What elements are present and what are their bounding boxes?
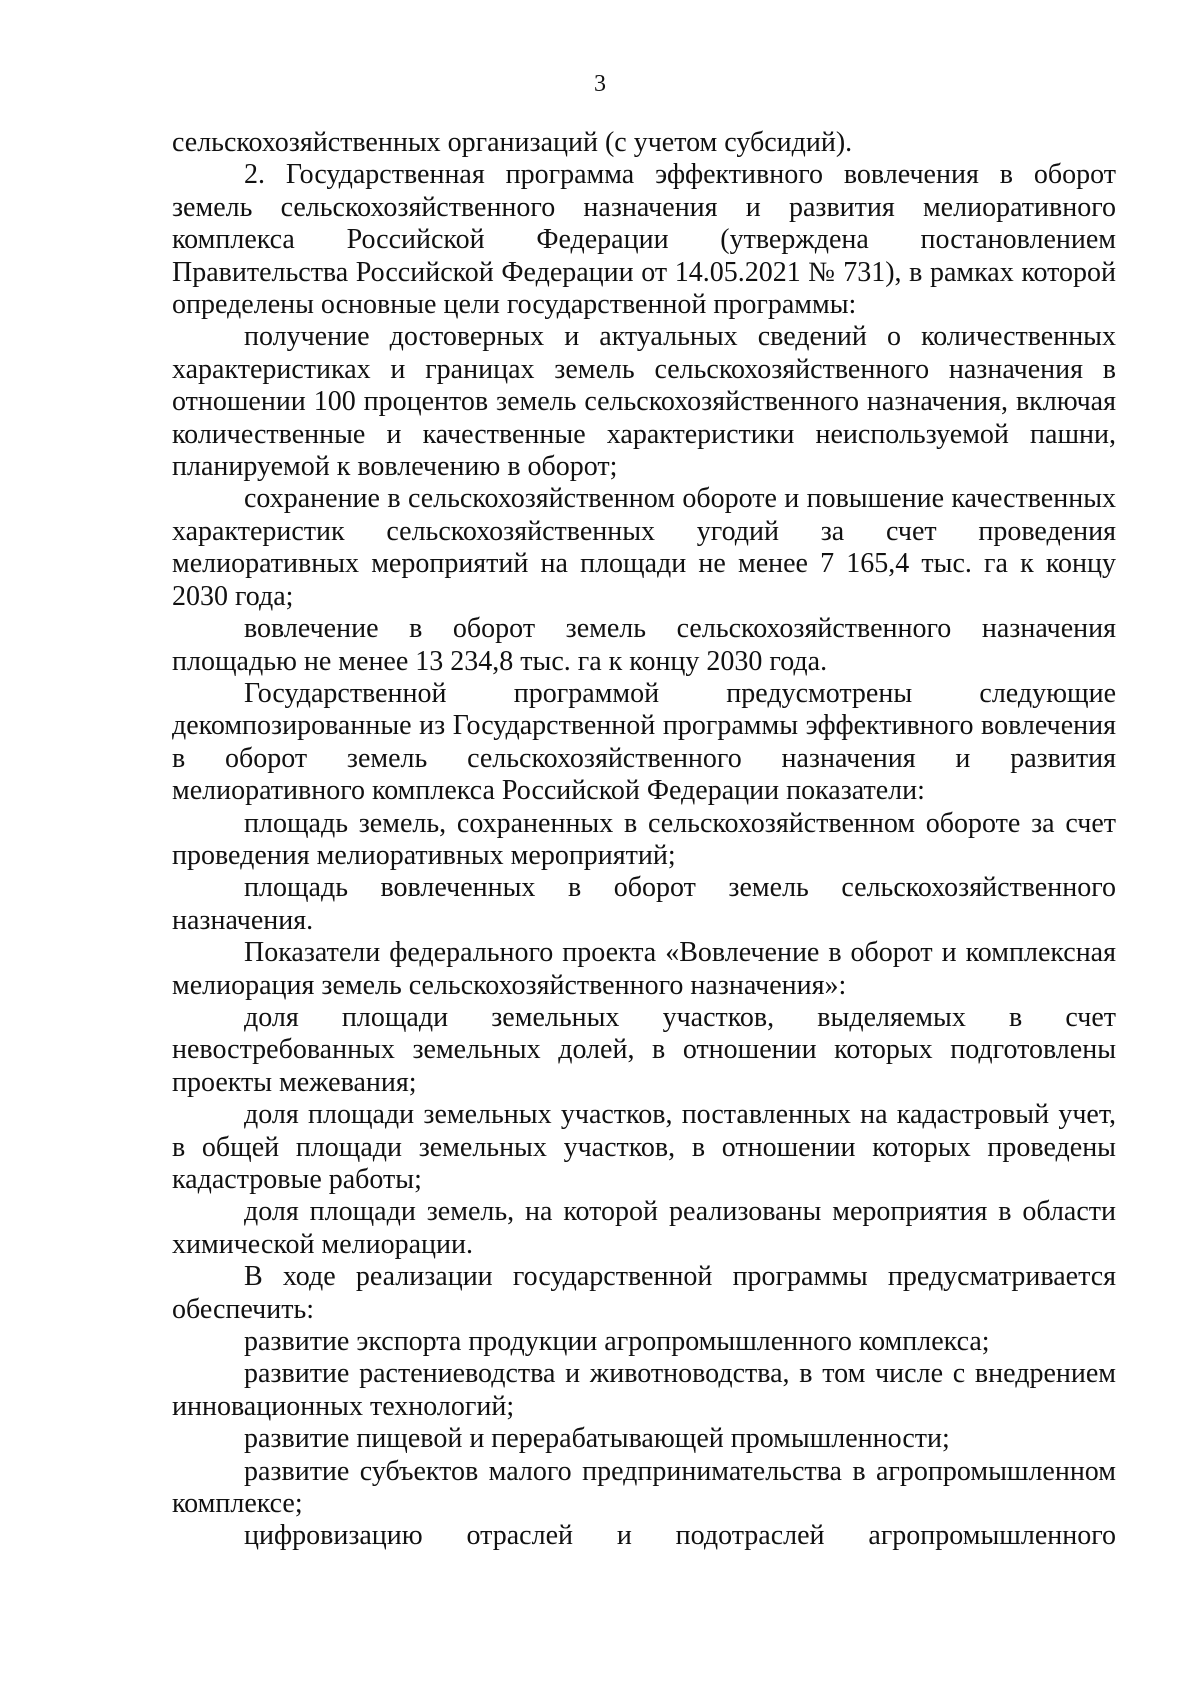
paragraph: В ходе реализации государственной программы предусматривается обеспечить:: [172, 1261, 1116, 1325]
paragraph: развитие субъектов малого предпринимательства в агропромышленном комплексе;: [172, 1455, 1116, 1520]
paragraph: Государственной программой предусмотрены следующие декомпозированные из Государственной программы эффективного вовлечения в оборот земель сельскохозяйственного назначения и развития мелиоративного комплекса Российской Федерации показатели:: [172, 677, 1116, 807]
document-body: [172, 127, 1116, 1553]
paragraph: вовлечение в оборот земель сельскохозяйственного назначения площадью не менее 13 234,8 тыс. га к концу 2030 года.: [172, 613, 1116, 677]
paragraph: площадь земель, сохраненных в сельскохозяйственном обороте за счет проведения мелиоративных мероприятий;: [172, 807, 1116, 871]
paragraph: сельскохозяйственных организаций (с учетом субсидий).: [172, 127, 853, 158]
paragraph: развитие пищевой и перерабатывающей промышленности;: [244, 1423, 950, 1455]
paragraph: доля площади земельных участков, поставленных на кадастровый учет, в общей площади земельных участков, в отношении которых проведены кадастровые работы;: [172, 1099, 1116, 1195]
page-number: 3: [594, 71, 606, 97]
paragraph: сохранение в сельскохозяйственном обороте и повышение качественных характеристик сельскохозяйственных угодий за счет проведения мелиоративных мероприятий на площади не менее 7 165,4 тыс. га к концу 2030 года;: [172, 483, 1116, 612]
paragraph: доля площади земель, на которой реализованы мероприятия в области химической мелиорации.: [172, 1196, 1116, 1260]
paragraph: развитие экспорта продукции агропромышленного комплекса;: [244, 1326, 990, 1358]
paragraph: получение достоверных и актуальных сведений о количественных характеристиках и границах земель сельскохозяйственного назначения в отношении 100 процентов земель сельскохозяйственного назначения, включая количественные и качественные характеристики неиспользуемой пашни, планируемой к вовлечению в оборот;: [172, 321, 1116, 483]
paragraph: цифровизацию отраслей и подотраслей агропромышленного: [244, 1520, 1116, 1552]
paragraph: площадь вовлеченных в оборот земель сельскохозяйственного назначения.: [172, 872, 1116, 936]
paragraph: Показатели федерального проекта «Вовлечение в оборот и комплексная мелиорация земель сельскохозяйственного назначения»:: [172, 937, 1116, 1001]
paragraph: 2. Государственная программа эффективного вовлечения в оборот земель сельскохозяйственного назначения и развития мелиоративного комплекса Российской Федерации (утверждена постановлением Правительства Российской Федерации от 14.05.2021 № 731), в рамках которой определены основные цели государственной программы:: [172, 159, 1116, 321]
paragraph: развитие растениеводства и животноводства, в том числе с внедрением инновационных технологий;: [172, 1358, 1116, 1422]
paragraph: доля площади земельных участков, выделяемых в счет невостребованных земельных долей, в отношении которых подготовлены проекты межевания;: [172, 1001, 1116, 1098]
